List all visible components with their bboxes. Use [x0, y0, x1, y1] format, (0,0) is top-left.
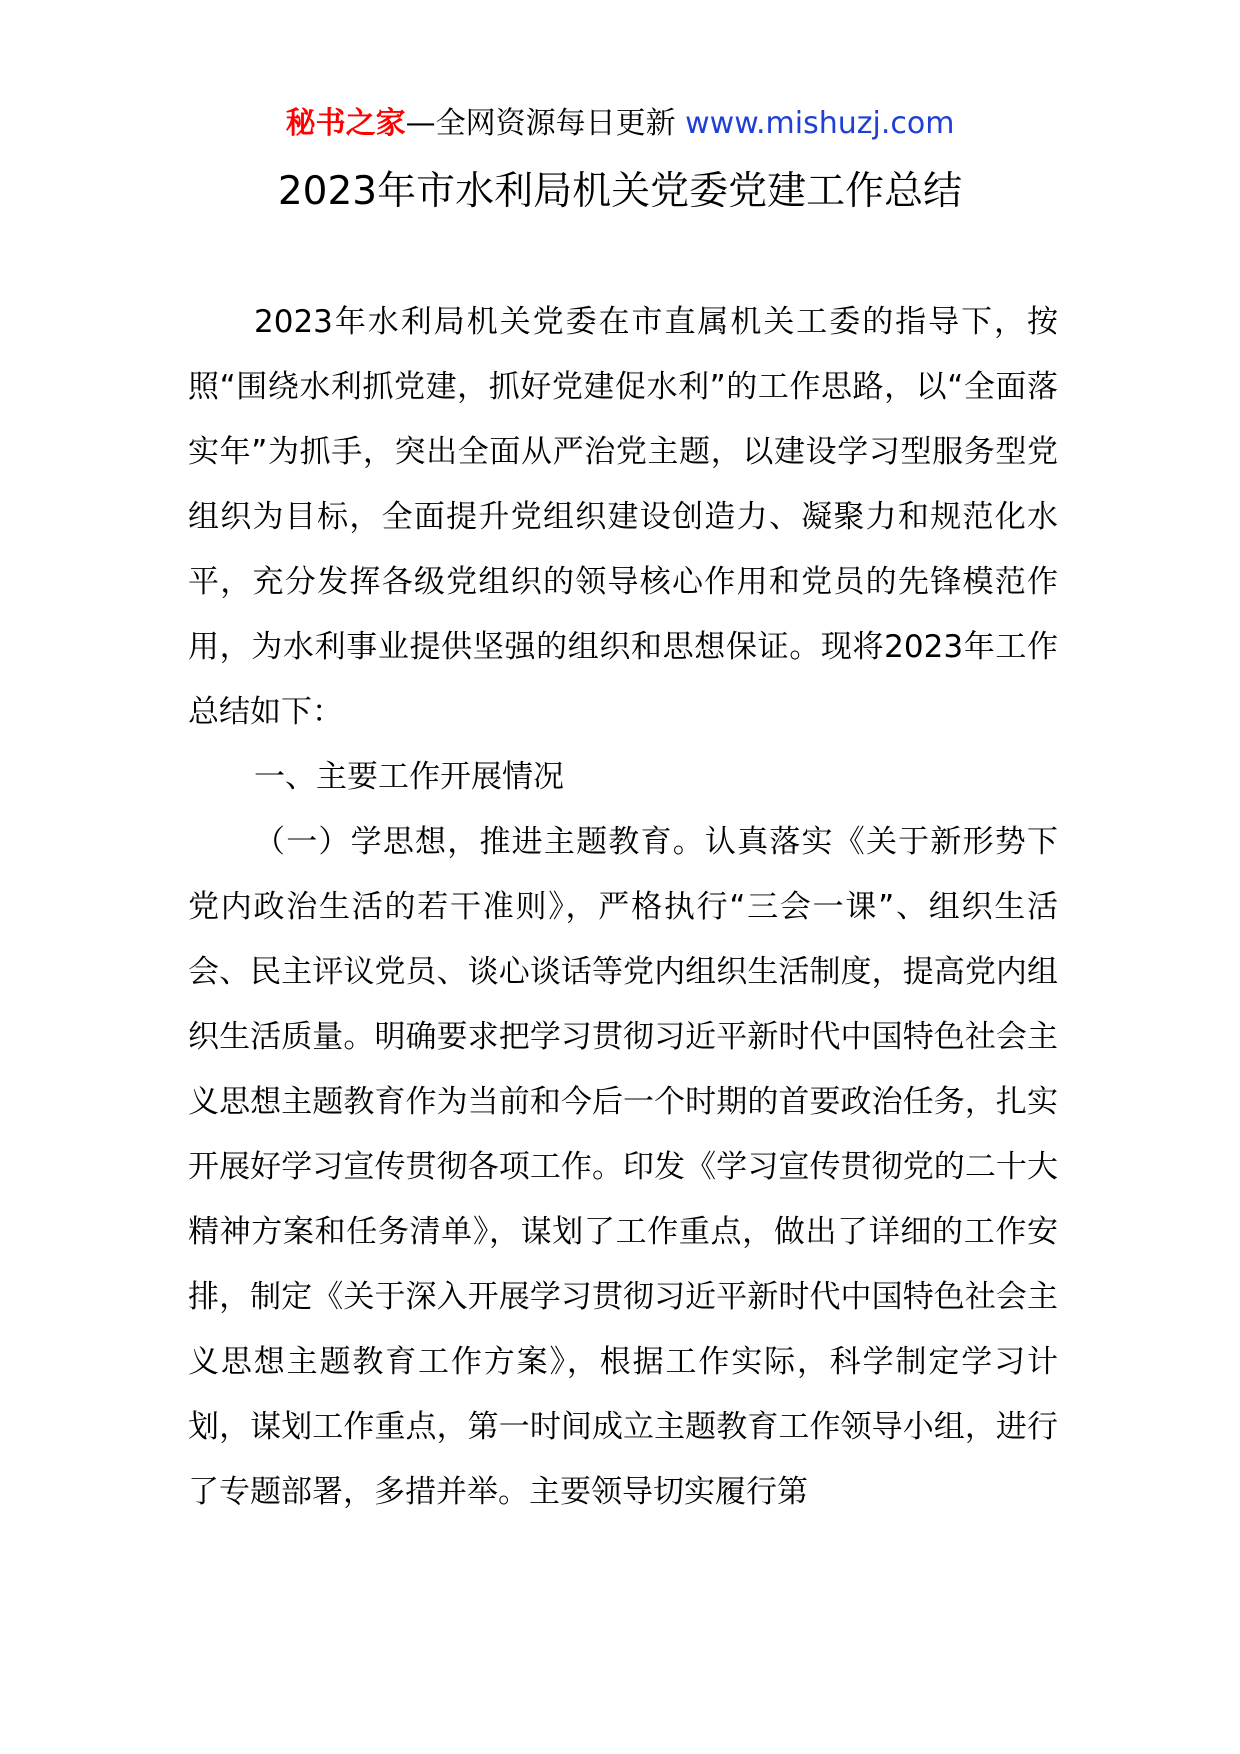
intro-paragraph: 2023年水利局机关党委在市直属机关工委的指导下，按照“围绕水利抓党建，抓好党建促水利”的工作思路，以“全面落实年”为抓手，突出全面从严治党主题，以建设学习型服务型党组织为目标，全面提升党组织建设创造力、凝聚力和规范化水平，充分发挥各级党组织的领导核心作用和党员的先锋模范作用，为水利事业提供坚强的组织和思想保证。现将2023年工作总结如下： — [188, 304, 1058, 730]
site-header — [0, 102, 1240, 146]
brand-name: 秘书之家 — [285, 106, 406, 141]
site-url-link[interactable]: www.mishuzj.com — [685, 106, 955, 141]
brand-slogan: —全网资源每日更新 — [405, 106, 676, 141]
subsection-paragraph: （一）学思想，推进主题教育。认真落实《关于新形势下党内政治生活的若干准则》，严格执行“三会一课”、组织生活会、民主评议党员、谈心谈话等党内组织生活制度，提高党内组织生活质量。明确要求把学习贯彻习近平新时代中国特色社会主义思想主题教育作为当前和今后一个时期的首要政治任务，扎实开展好学习宣传贯彻各项工作。印发《学习宣传贯彻党的二十大精神方案和任务清单》，谋划了工作重点，做出了详细的工作安排，制定《关于深入开展学习贯彻习近平新时代中国特色社会主义思想主题教育工作方案》，根据工作实际，科学制定学习计划，谋划工作重点，第一时间成立主题教育工作领导小组，进行了专题部署，多措并举。主要领导切实履行第 — [188, 824, 1058, 1510]
document-title: 2023年市水利局机关党委党建工作总结 — [277, 169, 963, 214]
document-body — [188, 290, 1058, 1525]
section-heading: 一、主要工作开展情况 — [254, 759, 564, 795]
